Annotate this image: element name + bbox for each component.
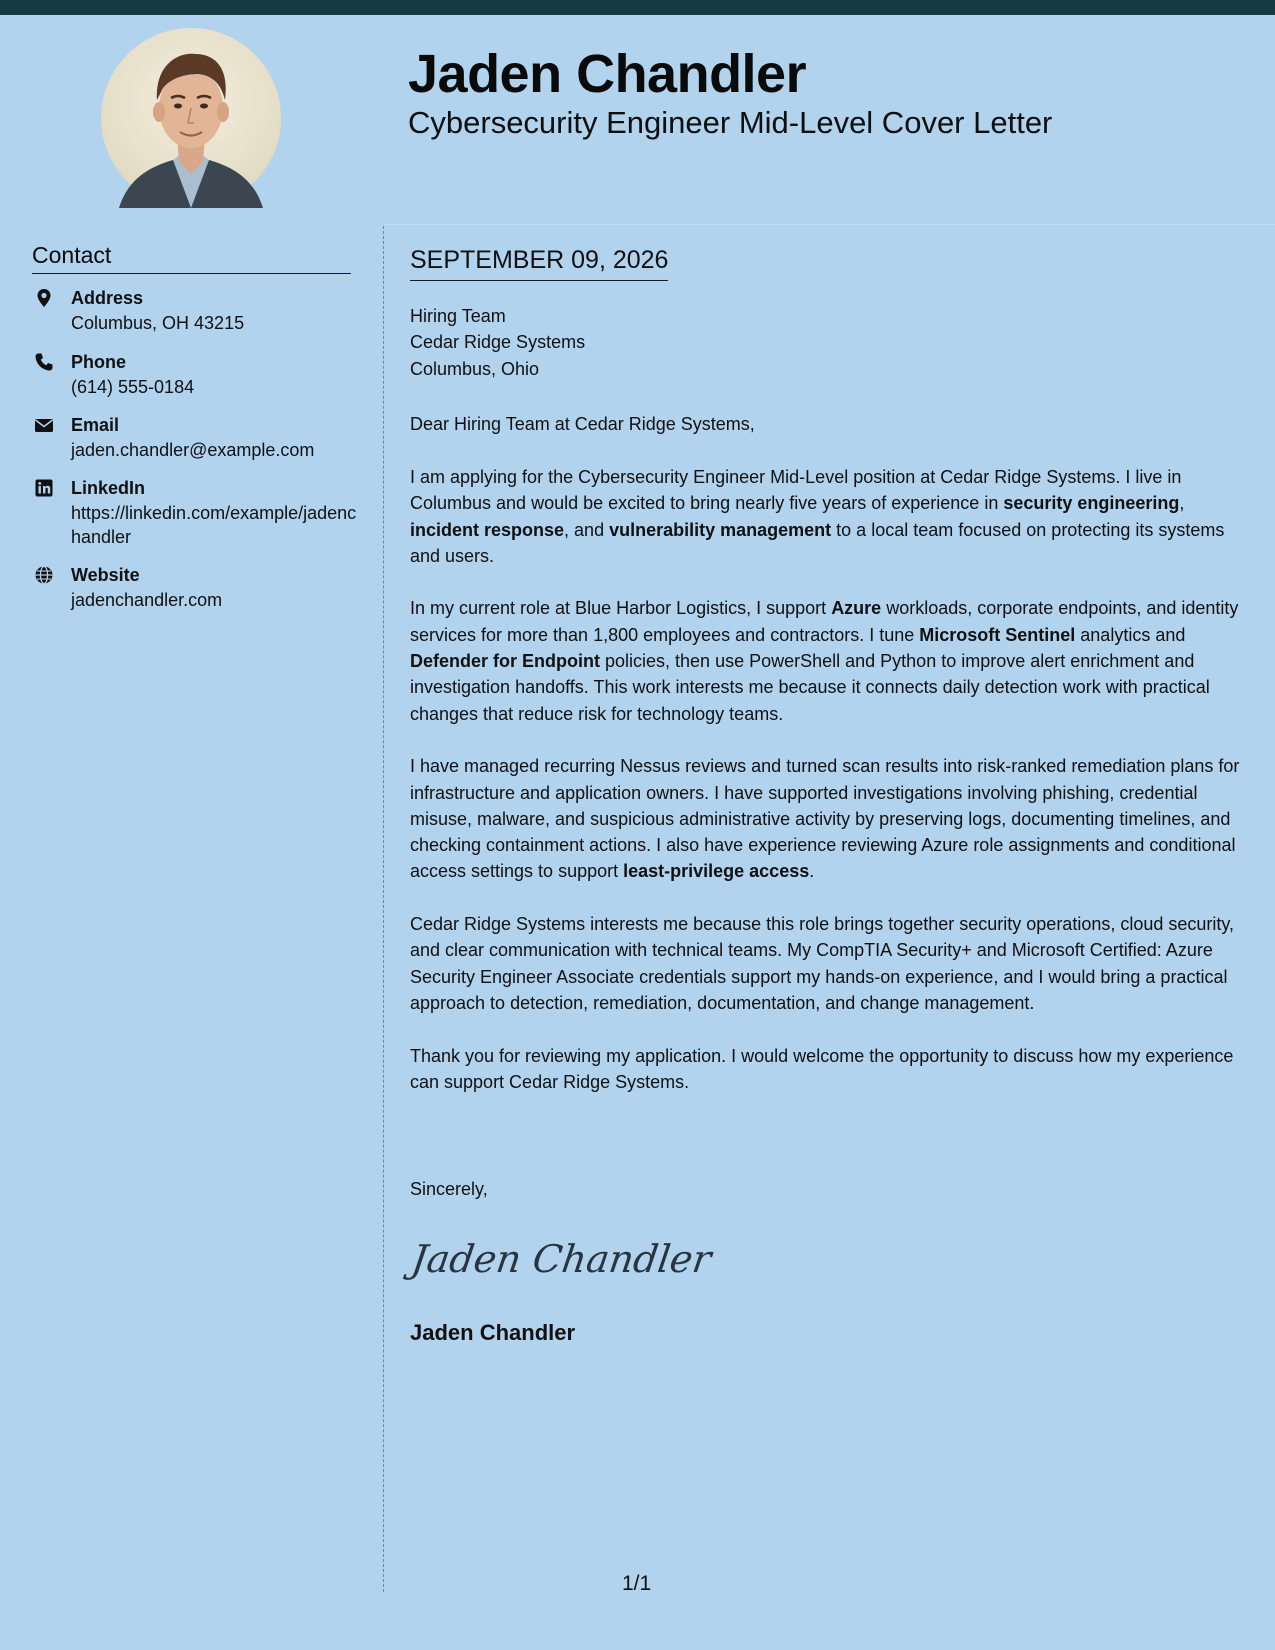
paragraph-text: to a local team focused on protecting its systems and users. <box>410 519 1225 566</box>
recipient-line: Cedar Ridge Systems <box>410 332 586 353</box>
contact-label: Website <box>71 565 140 585</box>
handwritten-signature <box>408 1230 714 1290</box>
header-divider <box>384 224 1275 225</box>
paragraph-text: policies, then use PowerShell and Python to improve alert enrichment and investigation handoffs. This work interests me because it connects daily detection work with practical changes that reduce risk for technology teams. <box>410 651 1210 724</box>
closing: Sincerely, <box>410 1179 488 1199</box>
letter-paragraph <box>410 1043 1255 1096</box>
recipient-line: Hiring Team <box>410 306 506 326</box>
contact-heading: Contact <box>32 240 351 274</box>
salutation: Dear Hiring Team at Cedar Ridge Systems, <box>410 414 755 434</box>
applicant-name: Jaden Chandler <box>408 44 807 104</box>
recipient-block <box>410 303 585 382</box>
paragraph-text: analytics and <box>1075 624 1186 645</box>
signature-text: Jaden Chandler <box>408 1238 714 1282</box>
letter-body <box>410 464 1255 1121</box>
paragraph-text: Cedar Ridge Systems interests me because this role brings together security operations, cloud security, and clear communication with technical teams. My CompTIA Security+ and Microsoft Certified: Azure Security Engineer Associate credentials support my hands-on experience, and I would bring a practical approach to detection, remediation, documentation, and change management. <box>410 914 1235 1013</box>
contact-value: (614) 555-0184 <box>71 377 195 397</box>
letter-paragraph <box>410 464 1255 569</box>
paragraph-text: Thank you for reviewing my application. I would welcome the opportunity to discuss how my experience can support Cedar Ridge Systems. <box>410 1045 1234 1092</box>
paragraph-text: , and <box>564 519 610 540</box>
letter-paragraph <box>410 753 1255 884</box>
contact-label: Address <box>71 288 144 308</box>
contact-value: Columbus, OH 43215 <box>71 313 245 333</box>
top-accent-bar <box>0 0 1275 15</box>
envelope-icon <box>34 415 54 435</box>
globe-icon <box>34 565 54 585</box>
contact-value[interactable]: https://linkedin.com/example/jadenchandler <box>71 503 357 547</box>
emphasized-phrase: Defender for Endpoint <box>410 651 600 672</box>
linkedin-icon <box>34 478 54 498</box>
phone-icon <box>34 352 54 372</box>
map-pin-icon <box>34 288 54 308</box>
emphasized-phrase: security engineering <box>1003 493 1180 514</box>
emphasized-phrase: vulnerability management <box>609 519 832 540</box>
emphasized-phrase: incident response <box>410 519 565 540</box>
paragraph-text: In my current role at Blue Harbor Logistics, I support <box>410 598 832 619</box>
contact-value[interactable]: jadenchandler.com <box>71 590 223 610</box>
letter-paragraph <box>410 911 1255 1016</box>
paragraph-text: I have managed recurring Nessus reviews and turned scan results into risk-ranked remediation plans for infrastructure and application owners. I have supported investigations involving phishing, credential misuse, malware, and suspicious administrative activity by preserving logs, documenting timelines, and checking containment actions. I also have experience reviewing Azure role assignments and conditional access settings to support <box>410 756 1240 882</box>
emphasized-phrase: Microsoft Sentinel <box>919 624 1076 645</box>
contact-label: LinkedIn <box>71 478 146 498</box>
profile-photo <box>101 28 281 208</box>
contact-label: Phone <box>71 352 127 372</box>
contact-label: Email <box>71 415 120 435</box>
column-divider <box>383 226 384 1592</box>
paragraph-text: . <box>809 861 815 882</box>
letter-paragraph <box>410 595 1255 726</box>
emphasized-phrase: least-privilege access <box>623 861 810 882</box>
document-subtitle: Cybersecurity Engineer Mid-Level Cover Letter <box>408 105 1053 140</box>
page-number: 1/1 <box>622 1572 652 1595</box>
paragraph-text: , <box>1179 493 1185 514</box>
paragraph-text: I am applying for the Cybersecurity Engineer Mid-Level position at Cedar Ridge Systems. I live in Columbus and would be excited to bring nearly five years of experience in <box>410 467 1182 514</box>
emphasized-phrase: Azure <box>831 598 882 619</box>
letter-date: SEPTEMBER 09, 2026 <box>410 243 668 281</box>
recipient-line: Columbus, Ohio <box>410 358 540 379</box>
signed-name: Jaden Chandler <box>410 1320 576 1345</box>
contact-value: jaden.chandler@example.com <box>71 440 315 460</box>
paragraph-text: workloads, corporate endpoints, and identity services for more than 1,800 employees and contractors. I tune <box>410 598 1239 645</box>
